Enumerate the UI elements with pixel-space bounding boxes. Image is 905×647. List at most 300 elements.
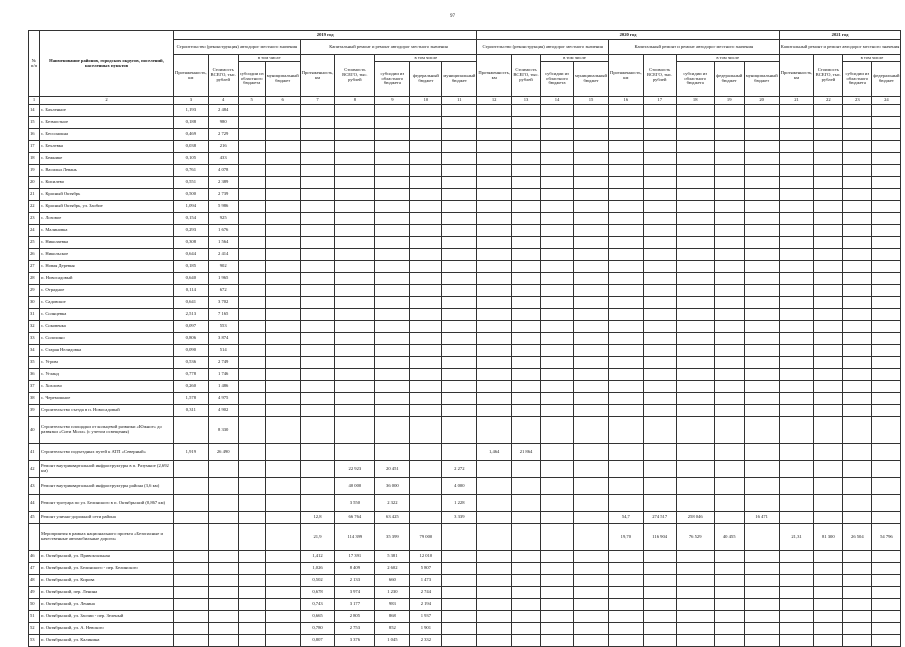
cell-col-12	[477, 495, 512, 512]
cell-col-5	[238, 417, 265, 444]
cell-col-11	[442, 345, 477, 357]
cell-col-16	[609, 461, 644, 478]
column-number: 21	[779, 97, 814, 105]
cell-col-3	[174, 563, 209, 575]
cell-col-4: 514	[208, 345, 238, 357]
row-number: 38	[29, 393, 40, 405]
cell-col-12	[477, 105, 512, 117]
cell-col-19	[714, 417, 744, 444]
cell-col-22	[814, 189, 843, 201]
cell-col-9	[375, 141, 410, 153]
row-number: 29	[29, 285, 40, 297]
cell-col-14	[541, 237, 574, 249]
cell-col-5	[238, 261, 265, 273]
cell-col-15	[574, 321, 609, 333]
cell-col-7	[300, 225, 335, 237]
cell-col-19	[714, 177, 744, 189]
cell-col-17	[643, 611, 676, 623]
cell-col-23	[843, 129, 872, 141]
cell-col-7	[300, 189, 335, 201]
column-number: 1	[29, 97, 40, 105]
cell-col-22	[814, 512, 843, 524]
cell-col-10	[410, 177, 442, 189]
cell-col-20	[744, 177, 779, 189]
cell-col-23	[843, 444, 872, 461]
cell-col-4	[208, 512, 238, 524]
cell-col-20	[744, 225, 779, 237]
table-row	[29, 369, 901, 381]
cell-col-11	[442, 417, 477, 444]
row-number: 32	[29, 321, 40, 333]
cell-col-9	[375, 357, 410, 369]
header-length: Протяженность, км	[174, 55, 209, 97]
cell-col-10	[410, 129, 442, 141]
cell-col-8	[335, 105, 375, 117]
cell-col-8: 8 409	[335, 563, 375, 575]
cell-col-15	[574, 177, 609, 189]
header-cost: Стоимость ВСЕГО, тыс. рублей	[814, 55, 843, 97]
cell-col-20	[744, 321, 779, 333]
cell-col-13	[512, 261, 541, 273]
cell-col-13	[512, 141, 541, 153]
column-number: 3	[174, 97, 209, 105]
cell-col-21	[779, 285, 814, 297]
cell-col-5	[238, 635, 265, 647]
cell-col-5	[238, 524, 265, 551]
cell-col-15	[574, 237, 609, 249]
cell-col-21	[779, 587, 814, 599]
cell-col-19	[714, 357, 744, 369]
cell-col-12	[477, 345, 512, 357]
table-row	[29, 141, 901, 153]
cell-col-21	[779, 261, 814, 273]
cell-col-4: 26 490	[208, 444, 238, 461]
row-number: 31	[29, 309, 40, 321]
column-number: 2	[40, 97, 174, 105]
cell-col-19	[714, 189, 744, 201]
cell-col-22	[814, 333, 843, 345]
cell-col-9: 5 381	[375, 551, 410, 563]
cell-col-5	[238, 345, 265, 357]
cell-col-21	[779, 273, 814, 285]
cell-col-3: 1,193	[174, 105, 209, 117]
cell-col-21	[779, 611, 814, 623]
cell-col-24	[872, 321, 901, 333]
column-number: 5	[238, 97, 265, 105]
row-name: Строительство подъездных путей к АТП «Северный»	[40, 444, 174, 461]
cell-col-21	[779, 129, 814, 141]
cell-col-11	[442, 357, 477, 369]
table-row	[29, 524, 901, 551]
cell-col-10	[410, 461, 442, 478]
header-incl: в том числе	[843, 55, 901, 62]
cell-col-15	[574, 369, 609, 381]
cell-col-12	[477, 297, 512, 309]
row-number: 22	[29, 201, 40, 213]
cell-col-20	[744, 575, 779, 587]
header-incl: в том числе	[375, 55, 477, 62]
cell-col-3: 0,293	[174, 225, 209, 237]
cell-col-9: 852	[375, 623, 410, 635]
cell-col-11	[442, 635, 477, 647]
cell-col-7: 0,743	[300, 599, 335, 611]
cell-col-24	[872, 201, 901, 213]
cell-col-11	[442, 297, 477, 309]
cell-col-18	[676, 444, 714, 461]
cell-col-14	[541, 611, 574, 623]
cell-col-21	[779, 405, 814, 417]
cell-col-3	[174, 417, 209, 444]
cell-col-12	[477, 261, 512, 273]
cell-col-24	[872, 461, 901, 478]
cell-col-6	[265, 153, 300, 165]
cell-col-12	[477, 285, 512, 297]
cell-col-12	[477, 512, 512, 524]
cell-col-5	[238, 141, 265, 153]
cell-col-24	[872, 495, 901, 512]
cell-col-6	[265, 321, 300, 333]
cell-col-22	[814, 165, 843, 177]
cell-col-14	[541, 357, 574, 369]
cell-col-11	[442, 105, 477, 117]
cell-col-14	[541, 129, 574, 141]
cell-col-7	[300, 478, 335, 495]
cell-col-17	[643, 393, 676, 405]
cell-col-15	[574, 213, 609, 225]
cell-col-3: 0,090	[174, 345, 209, 357]
header-sub-reg: субсидии из областного бюджета	[541, 62, 574, 97]
cell-col-4	[208, 635, 238, 647]
table-body	[29, 105, 901, 647]
cell-col-18	[676, 381, 714, 393]
cell-col-22	[814, 321, 843, 333]
cell-col-4: 980	[208, 117, 238, 129]
header-no: № п/п	[29, 31, 40, 97]
row-name: с. Отрадное	[40, 285, 174, 297]
row-name: п. Октябрьский, ул. Заозии - пер. Зеленый	[40, 611, 174, 623]
cell-col-22	[814, 309, 843, 321]
cell-col-5	[238, 563, 265, 575]
cell-col-8	[335, 261, 375, 273]
cell-col-8	[335, 201, 375, 213]
cell-col-14	[541, 321, 574, 333]
cell-col-19	[714, 309, 744, 321]
cell-col-13	[512, 249, 541, 261]
header-build-2019: Строительство (реконструкция) автодорог местного значения	[174, 40, 301, 55]
cell-col-18	[676, 369, 714, 381]
cell-col-24	[872, 575, 901, 587]
cell-col-7: 0,678	[300, 587, 335, 599]
cell-col-9: 35 399	[375, 524, 410, 551]
cell-col-5	[238, 333, 265, 345]
cell-col-5	[238, 237, 265, 249]
cell-col-24	[872, 417, 901, 444]
cell-col-18	[676, 357, 714, 369]
cell-col-14	[541, 587, 574, 599]
cell-col-16	[609, 599, 644, 611]
cell-col-5	[238, 321, 265, 333]
cell-col-22	[814, 393, 843, 405]
cell-col-8: 66 764	[335, 512, 375, 524]
cell-col-5	[238, 117, 265, 129]
table-row	[29, 333, 901, 345]
cell-col-22	[814, 611, 843, 623]
header-sub-reg: субсидии из областного бюджета	[676, 62, 714, 97]
cell-col-9	[375, 129, 410, 141]
cell-col-16	[609, 165, 644, 177]
cell-col-13	[512, 563, 541, 575]
cell-col-21	[779, 249, 814, 261]
cell-col-18	[676, 309, 714, 321]
cell-col-16	[609, 444, 644, 461]
cell-col-6	[265, 285, 300, 297]
table-row	[29, 417, 901, 444]
column-number: 20	[744, 97, 779, 105]
cell-col-6	[265, 105, 300, 117]
cell-col-23	[843, 273, 872, 285]
cell-col-5	[238, 285, 265, 297]
cell-col-10	[410, 309, 442, 321]
cell-col-20: 16 471	[744, 512, 779, 524]
cell-col-5	[238, 165, 265, 177]
cell-col-5	[238, 587, 265, 599]
cell-col-20	[744, 237, 779, 249]
cell-col-12	[477, 369, 512, 381]
cell-col-15	[574, 563, 609, 575]
cell-col-20	[744, 393, 779, 405]
cell-col-19: 40 455	[714, 524, 744, 551]
cell-col-6	[265, 177, 300, 189]
cell-col-19	[714, 225, 744, 237]
cell-col-11	[442, 381, 477, 393]
table-row	[29, 153, 901, 165]
cell-col-22	[814, 478, 843, 495]
cell-col-10	[410, 321, 442, 333]
cell-col-12	[477, 177, 512, 189]
cell-col-16	[609, 201, 644, 213]
cell-col-24	[872, 623, 901, 635]
cell-col-7: 0,502	[300, 575, 335, 587]
cell-col-11	[442, 189, 477, 201]
cell-col-12	[477, 357, 512, 369]
cell-col-3: 0,778	[174, 369, 209, 381]
cell-col-9: 2 602	[375, 563, 410, 575]
cell-col-9	[375, 321, 410, 333]
cell-col-14	[541, 393, 574, 405]
cell-col-18	[676, 225, 714, 237]
cell-col-14	[541, 551, 574, 563]
header-incl: в том числе	[676, 55, 779, 62]
cell-col-18	[676, 297, 714, 309]
cell-col-19	[714, 405, 744, 417]
cell-col-23	[843, 237, 872, 249]
cell-col-17	[643, 417, 676, 444]
cell-col-3	[174, 575, 209, 587]
row-number: 30	[29, 297, 40, 309]
cell-col-8	[335, 117, 375, 129]
cell-col-12	[477, 213, 512, 225]
cell-col-19	[714, 117, 744, 129]
cell-col-3: 0,551	[174, 177, 209, 189]
cell-col-3: 1,578	[174, 393, 209, 405]
cell-col-4: 1 564	[208, 237, 238, 249]
cell-col-17	[643, 635, 676, 647]
cell-col-5	[238, 369, 265, 381]
cell-col-9	[375, 189, 410, 201]
header-length: Протяженность, км	[609, 55, 644, 97]
cell-col-16	[609, 273, 644, 285]
header-length: Протяженность, км	[477, 55, 512, 97]
cell-col-9	[375, 225, 410, 237]
cell-col-22	[814, 369, 843, 381]
cell-col-18	[676, 129, 714, 141]
cell-col-5	[238, 405, 265, 417]
header-federal: федеральный бюджет	[410, 62, 442, 97]
cell-col-20	[744, 623, 779, 635]
row-name: с. Бахленное	[40, 105, 174, 117]
cell-col-8	[335, 321, 375, 333]
cell-col-24	[872, 297, 901, 309]
cell-col-7: 0,780	[300, 623, 335, 635]
cell-col-24	[872, 587, 901, 599]
cell-col-8	[335, 357, 375, 369]
cell-col-16	[609, 623, 644, 635]
table-row	[29, 635, 901, 647]
cell-col-22	[814, 599, 843, 611]
cell-col-10: 2 744	[410, 587, 442, 599]
row-number: 53	[29, 635, 40, 647]
cell-col-11	[442, 575, 477, 587]
cell-col-23	[843, 333, 872, 345]
cell-col-19	[714, 273, 744, 285]
cell-col-6	[265, 524, 300, 551]
cell-col-6	[265, 599, 300, 611]
cell-col-9	[375, 165, 410, 177]
cell-col-15	[574, 551, 609, 563]
cell-col-17	[643, 261, 676, 273]
cell-col-12	[477, 201, 512, 213]
cell-col-8	[335, 333, 375, 345]
cell-col-10: 79 000	[410, 524, 442, 551]
cell-col-21	[779, 201, 814, 213]
row-number: 48	[29, 575, 40, 587]
cell-col-20	[744, 105, 779, 117]
cell-col-16	[609, 321, 644, 333]
header-repair-2020: Капитальный ремонт и ремонт автодорог местного значения	[609, 40, 780, 55]
cell-col-14	[541, 225, 574, 237]
cell-col-12	[477, 417, 512, 444]
cell-col-4: 7 165	[208, 309, 238, 321]
table-row	[29, 273, 901, 285]
table-row	[29, 249, 901, 261]
cell-col-24	[872, 141, 901, 153]
cell-col-7	[300, 237, 335, 249]
cell-col-22	[814, 297, 843, 309]
cell-col-10	[410, 261, 442, 273]
cell-col-18	[676, 393, 714, 405]
cell-col-19	[714, 333, 744, 345]
cell-col-9: 660	[375, 575, 410, 587]
cell-col-15	[574, 599, 609, 611]
cell-col-23	[843, 512, 872, 524]
cell-col-23	[843, 417, 872, 444]
cell-col-17	[643, 623, 676, 635]
cell-col-21	[779, 177, 814, 189]
table-row	[29, 563, 901, 575]
cell-col-16	[609, 129, 644, 141]
cell-col-22	[814, 575, 843, 587]
cell-col-20	[744, 635, 779, 647]
cell-col-14	[541, 381, 574, 393]
cell-col-3: 0,641	[174, 297, 209, 309]
cell-col-16	[609, 345, 644, 357]
cell-col-13	[512, 309, 541, 321]
cell-col-5	[238, 393, 265, 405]
cell-col-13	[512, 273, 541, 285]
cell-col-8	[335, 345, 375, 357]
table-row	[29, 297, 901, 309]
cell-col-8: 3 974	[335, 587, 375, 599]
cell-col-10: 1 473	[410, 575, 442, 587]
cell-col-18	[676, 405, 714, 417]
cell-col-3: 0,644	[174, 249, 209, 261]
cell-col-8	[335, 444, 375, 461]
column-number: 11	[442, 97, 477, 105]
cell-col-16	[609, 369, 644, 381]
cell-col-15	[574, 129, 609, 141]
cell-col-12	[477, 321, 512, 333]
cell-col-10	[410, 273, 442, 285]
cell-col-8: 3 376	[335, 635, 375, 647]
cell-col-3: 1,919	[174, 444, 209, 461]
cell-col-23	[843, 165, 872, 177]
cell-col-3	[174, 635, 209, 647]
cell-col-5	[238, 189, 265, 201]
cell-col-21	[779, 297, 814, 309]
cell-col-8: 2 805	[335, 611, 375, 623]
cell-col-7	[300, 381, 335, 393]
cell-col-10	[410, 249, 442, 261]
cell-col-7	[300, 129, 335, 141]
cell-col-11	[442, 524, 477, 551]
cell-col-18	[676, 333, 714, 345]
cell-col-21	[779, 309, 814, 321]
cell-col-14	[541, 309, 574, 321]
header-year-2020: 2020 год	[477, 31, 779, 40]
cell-col-8	[335, 273, 375, 285]
cell-col-17	[643, 105, 676, 117]
cell-col-20	[744, 129, 779, 141]
cell-col-23	[843, 575, 872, 587]
cell-col-8: 114 399	[335, 524, 375, 551]
cell-col-19	[714, 393, 744, 405]
cell-col-16	[609, 237, 644, 249]
cell-col-14	[541, 417, 574, 444]
cell-col-22	[814, 417, 843, 444]
column-number-row	[29, 97, 901, 105]
cell-col-16	[609, 117, 644, 129]
cell-col-12	[477, 237, 512, 249]
cell-col-17	[643, 273, 676, 285]
row-number: 34	[29, 345, 40, 357]
row-name: с. Угланд	[40, 369, 174, 381]
cell-col-10	[410, 153, 442, 165]
cell-col-3: 0,154	[174, 213, 209, 225]
cell-col-21	[779, 333, 814, 345]
cell-col-10	[410, 189, 442, 201]
cell-col-4	[208, 587, 238, 599]
cell-col-24	[872, 249, 901, 261]
